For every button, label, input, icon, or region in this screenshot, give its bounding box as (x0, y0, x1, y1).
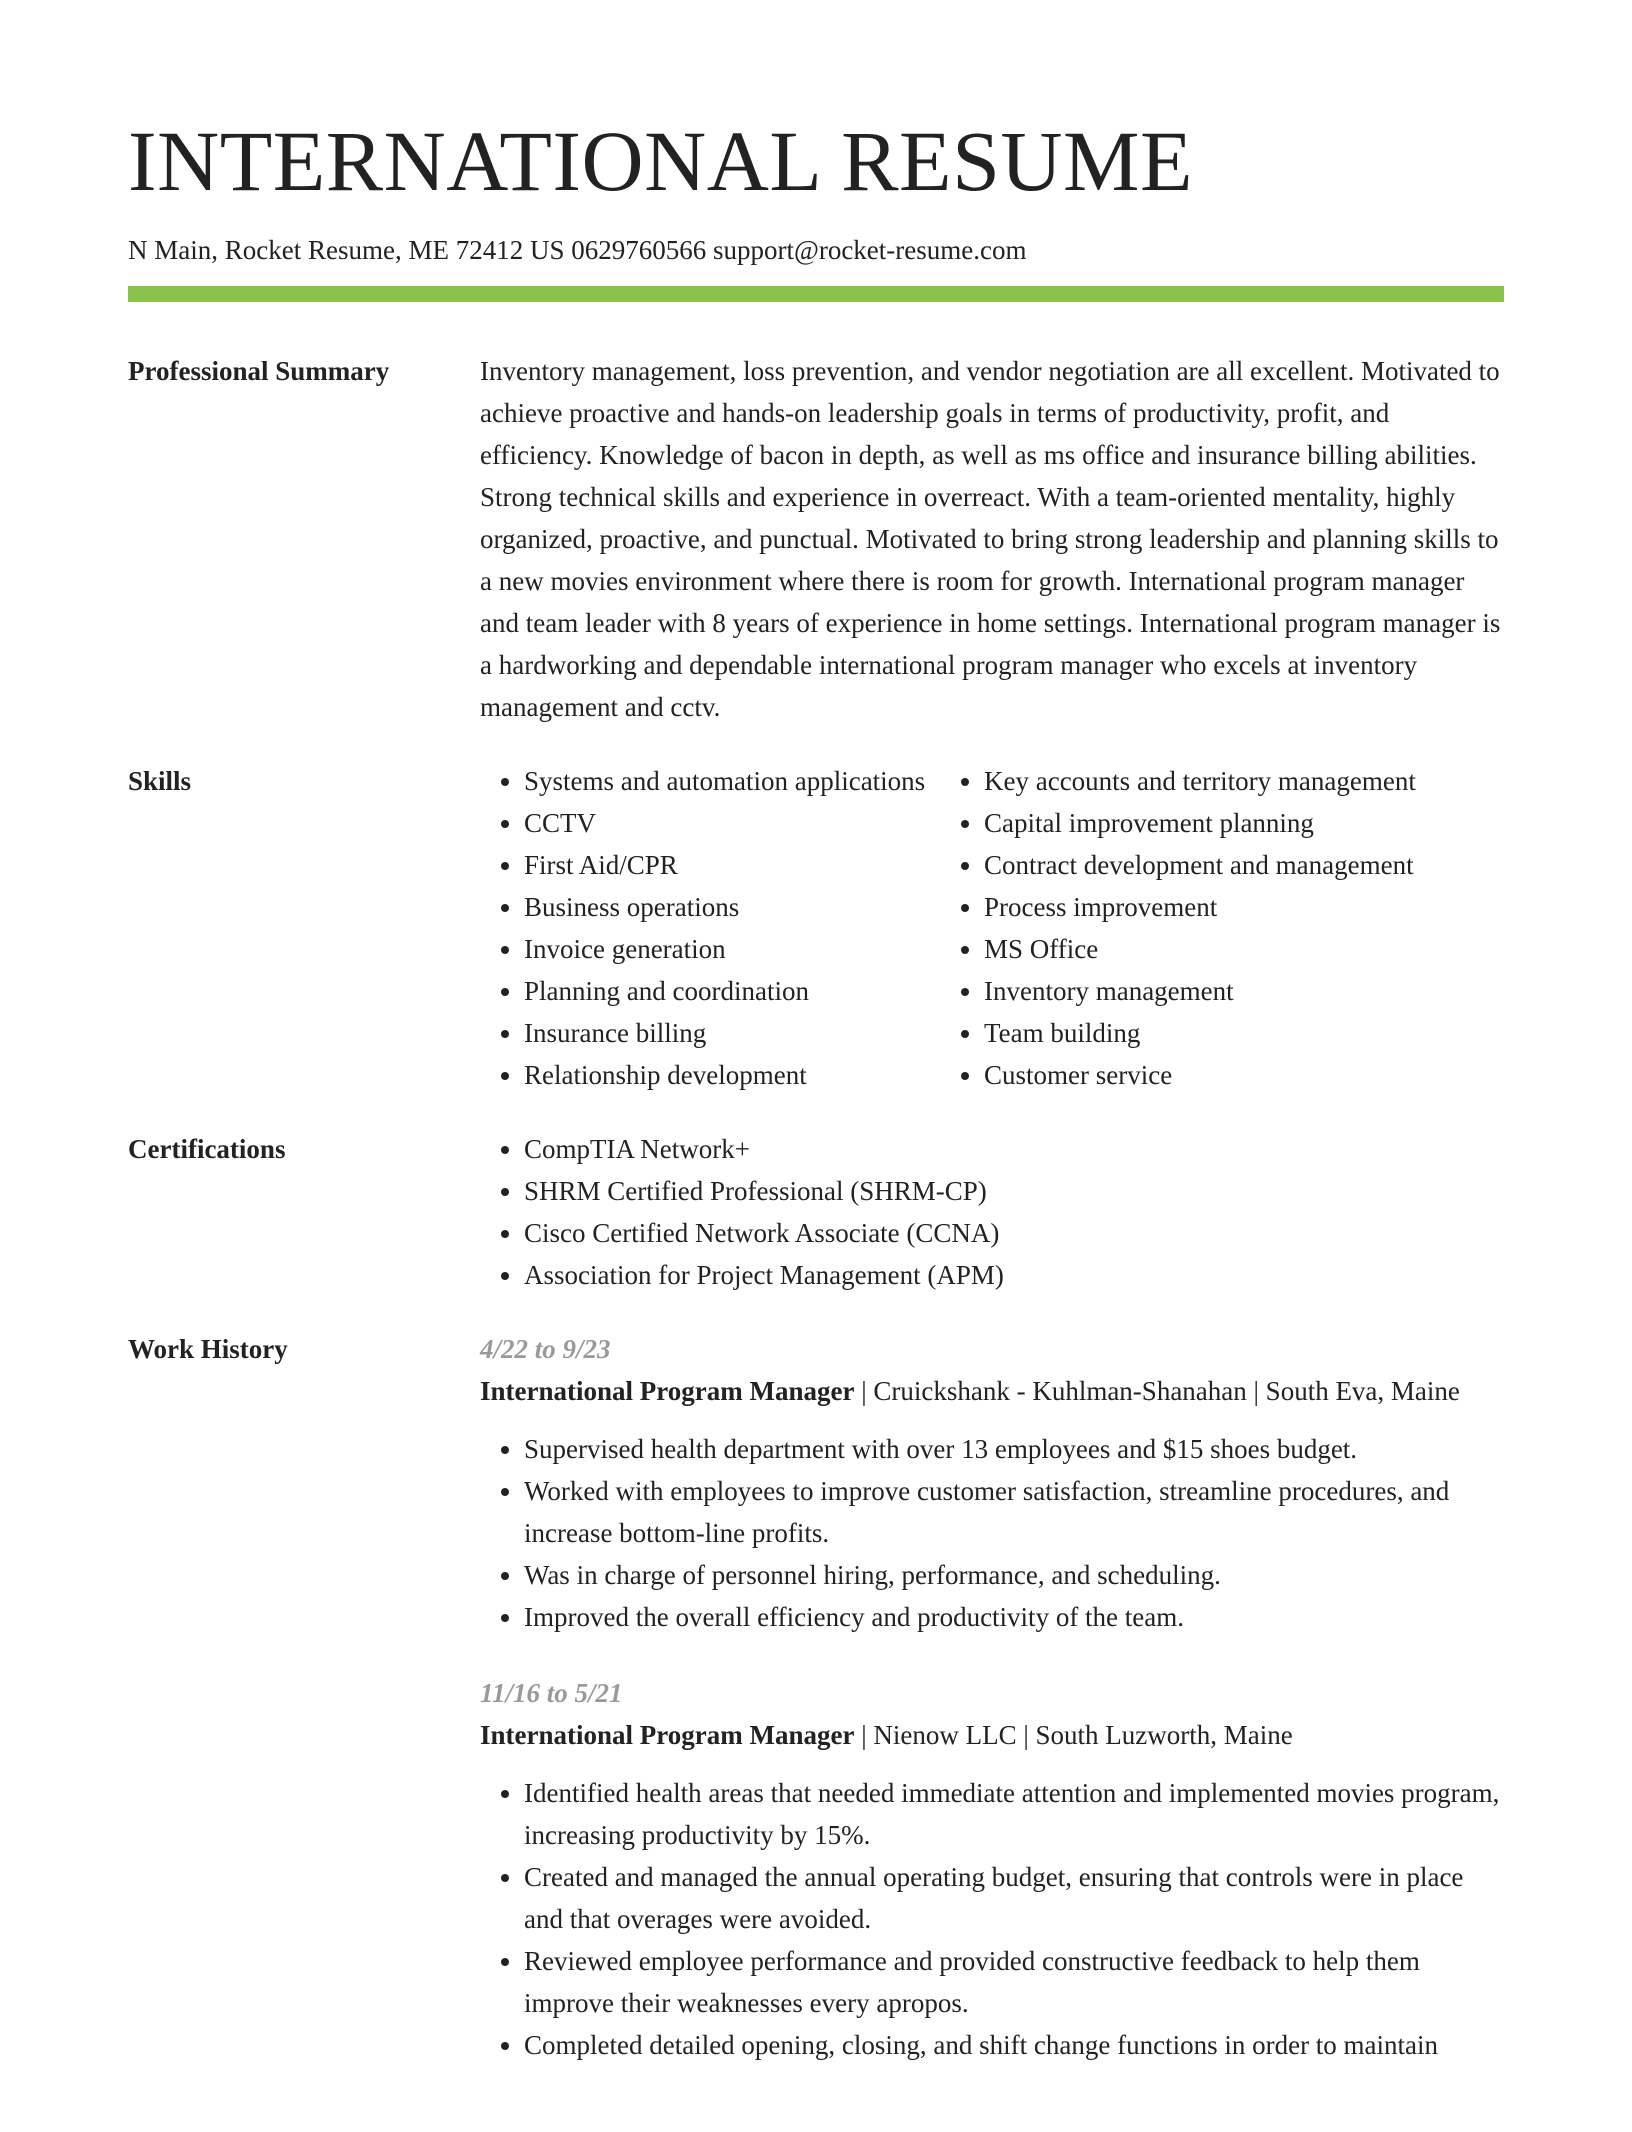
certification-item: • Association for Project Management (APM) (524, 1254, 1504, 1296)
skill-item: • Key accounts and territory management (984, 760, 1504, 802)
job-details: | Nienow LLC | South Luzworth, Maine (854, 1720, 1293, 1750)
skills-column-2 (940, 760, 1504, 1096)
skill-item: • Business operations (524, 886, 940, 928)
skill-item: • Capital improvement planning (984, 802, 1504, 844)
job-title-line (480, 1370, 1504, 1412)
skill-item: • Systems and automation applications (524, 760, 940, 802)
skills-grid (480, 760, 1504, 1096)
job-title-line (480, 1714, 1504, 1756)
job-dates: 11/16 to 5/21 (480, 1678, 623, 1708)
job-bullet: • Completed detailed opening, closing, and shift change functions in order to maintain (524, 2024, 1504, 2066)
skill-item: • Inventory management (984, 970, 1504, 1012)
skill-item: • CCTV (524, 802, 940, 844)
certifications-body (480, 1128, 1504, 1296)
section-title-work-history: Work History (128, 1334, 288, 1364)
job-bullet: • Created and managed the annual operating budget, ensuring that controls were in place and that overages were avoided. (524, 1856, 1504, 1940)
section-professional-summary (128, 350, 1504, 728)
job-dates: 4/22 to 9/23 (480, 1334, 611, 1364)
skill-item: • Planning and coordination (524, 970, 940, 1012)
job-bullets (480, 1428, 1504, 1638)
job-bullets (480, 1772, 1504, 2066)
skill-item: • MS Office (984, 928, 1504, 970)
job-bullet: • Improved the overall efficiency and productivity of the team. (524, 1596, 1504, 1638)
section-title-summary: Professional Summary (128, 356, 390, 386)
certifications-list (480, 1128, 1504, 1296)
accent-divider (128, 286, 1504, 302)
skill-item: • Contract development and management (984, 844, 1504, 886)
resume-name: INTERNATIONAL RESUME (128, 113, 1194, 209)
job-details: | Cruickshank - Kuhlman-Shanahan | South Eva, Maine (854, 1376, 1460, 1406)
skill-item: • Relationship development (524, 1054, 940, 1096)
job-bullet: • Was in charge of personnel hiring, performance, and scheduling. (524, 1554, 1504, 1596)
skill-item: • Customer service (984, 1054, 1504, 1096)
job-title: International Program Manager (480, 1376, 855, 1406)
job-bullet: • Worked with employees to improve customer satisfaction, streamline procedures, and increase bottom-line profits. (524, 1470, 1504, 1554)
job-bullet: • Supervised health department with over 13 employees and $15 shoes budget. (524, 1428, 1504, 1470)
skill-item: • First Aid/CPR (524, 844, 940, 886)
summary-text: Inventory management, loss prevention, and vendor negotiation are all excellent. Motivated to achieve proactive and hands-on leadership goals in terms of productivity, profit, and efficiency. Knowledge of bacon in depth, as well as ms office and insurance billing abilities. Strong technical skills and experience in overreact. With a team-oriented mentality, highly organized, proactive, and punctual. Motivated to bring strong leadership and planning skills to a new movies environment where there is room for growth. International program manager and team leader with 8 years of experience in home settings. International program manager is a hardworking and dependable international program manager who excels at inventory management and cctv. (480, 356, 1501, 722)
job-bullet: • Identified health areas that needed immediate attention and implemented movies program, increasing productivity by 15%. (524, 1772, 1504, 1856)
skill-item: • Insurance billing (524, 1012, 940, 1054)
certification-item: • CompTIA Network+ (524, 1128, 1504, 1170)
skill-item: • Invoice generation (524, 928, 940, 970)
skill-item: • Process improvement (984, 886, 1504, 928)
summary-body (480, 350, 1504, 728)
skills-body (480, 760, 1504, 1096)
skill-item: • Team building (984, 1012, 1504, 1054)
section-skills (128, 760, 1504, 1096)
section-certifications (128, 1128, 1504, 1296)
certification-item: • SHRM Certified Professional (SHRM-CP) (524, 1170, 1504, 1212)
job-entry (480, 1328, 1504, 1638)
job-bullet: • Reviewed employee performance and provided constructive feedback to help them improve their weaknesses every apropos. (524, 1940, 1504, 2024)
certification-item: • Cisco Certified Network Associate (CCNA) (524, 1212, 1504, 1254)
section-work-history (128, 1328, 1504, 2100)
work-history-body (480, 1328, 1504, 2100)
job-title: International Program Manager (480, 1720, 855, 1750)
section-title-certifications: Certifications (128, 1134, 286, 1164)
section-title-skills: Skills (128, 766, 192, 796)
contact-line: N Main, Rocket Resume, ME 72412 US 0629760566 support@rocket-resume.com (128, 235, 1027, 265)
job-entry (480, 1672, 1504, 2066)
skills-column-1 (480, 760, 940, 1096)
resume-sections (128, 350, 1504, 2132)
